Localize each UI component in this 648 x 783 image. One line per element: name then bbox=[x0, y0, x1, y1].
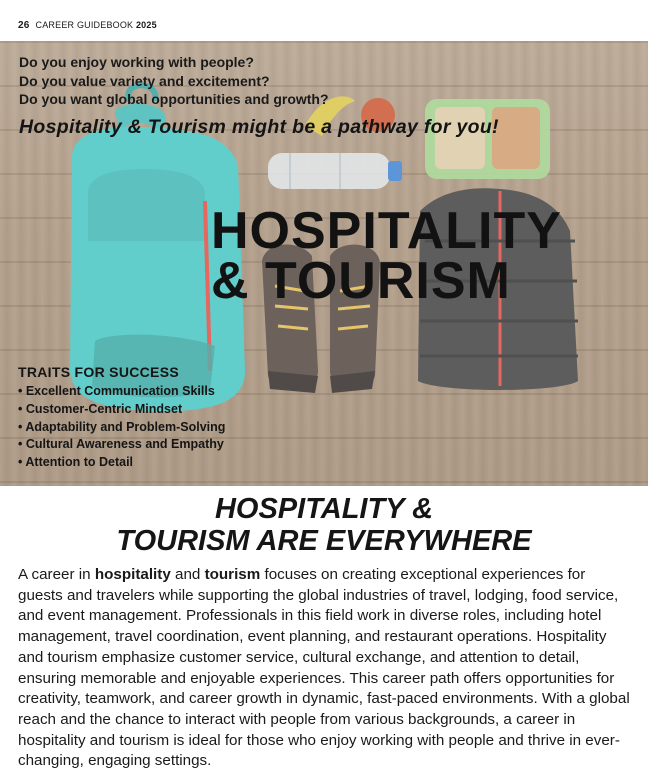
body-intro: A career in bbox=[18, 566, 95, 583]
hero-title-line-2: & TOURISM bbox=[211, 252, 511, 310]
keyword-tourism: tourism bbox=[204, 566, 261, 583]
hero-banner bbox=[0, 41, 648, 486]
question-2: Do you value variety and excitement? bbox=[19, 72, 270, 89]
trait-item: • Adaptability and Problem-Solving bbox=[18, 419, 226, 434]
trait-item: • Attention to Detail bbox=[18, 455, 134, 470]
section-heading-line-1: HOSPITALITY & bbox=[214, 493, 434, 525]
page-number: 26 bbox=[18, 20, 30, 31]
question-3: Do you want global opportunities and growth? bbox=[19, 91, 329, 107]
section-heading bbox=[0, 493, 648, 557]
hero-title bbox=[211, 202, 562, 310]
traits-heading: TRAITS FOR SUCCESS bbox=[18, 364, 179, 380]
traits-for-success bbox=[18, 364, 225, 472]
publication-name: CAREER GUIDEBOOK bbox=[35, 20, 134, 30]
hero-tagline: Hospitality & Tourism might be a pathway for you! bbox=[19, 116, 499, 138]
trait-item: • Cultural Awareness and Empathy bbox=[18, 437, 224, 452]
trait-item: • Excellent Communication Skills bbox=[18, 384, 215, 398]
body-and: and bbox=[170, 566, 205, 583]
body-paragraph bbox=[18, 565, 633, 772]
keyword-hospitality: hospitality bbox=[94, 566, 171, 583]
body-text: focuses on creating exceptional experiences for guests and travelers while supporting the global industries of travel, lodging, food service, and event management. Professionals in this field work in diverse roles, including hotel management, travel coordination, event planning, and restaurant operations. Hospitality and tourism emphasize customer service, cultural exchange, and attention to detail, ensuring memorable and enjoyable experiences. This career path offers opportunities for creativity, teamwork, and career growth in dynamic, fast-paced environments. With a global reach and the chance to interact with people from various backgrounds, a career in hospitality and tourism is ideal for those who enjoy working with people and thrive in ever-changing, engaging settings. bbox=[18, 566, 630, 770]
page-header bbox=[18, 20, 157, 31]
publication-year: 2025 bbox=[135, 20, 157, 30]
hero-title-line-1: HOSPITALITY bbox=[211, 202, 562, 260]
hero-questions bbox=[19, 53, 329, 109]
question-1: Do you enjoy working with people? bbox=[19, 54, 254, 70]
section-heading-line-2: TOURISM ARE EVERYWHERE bbox=[116, 525, 532, 557]
trait-item: • Customer-Centric Mindset bbox=[18, 401, 183, 416]
